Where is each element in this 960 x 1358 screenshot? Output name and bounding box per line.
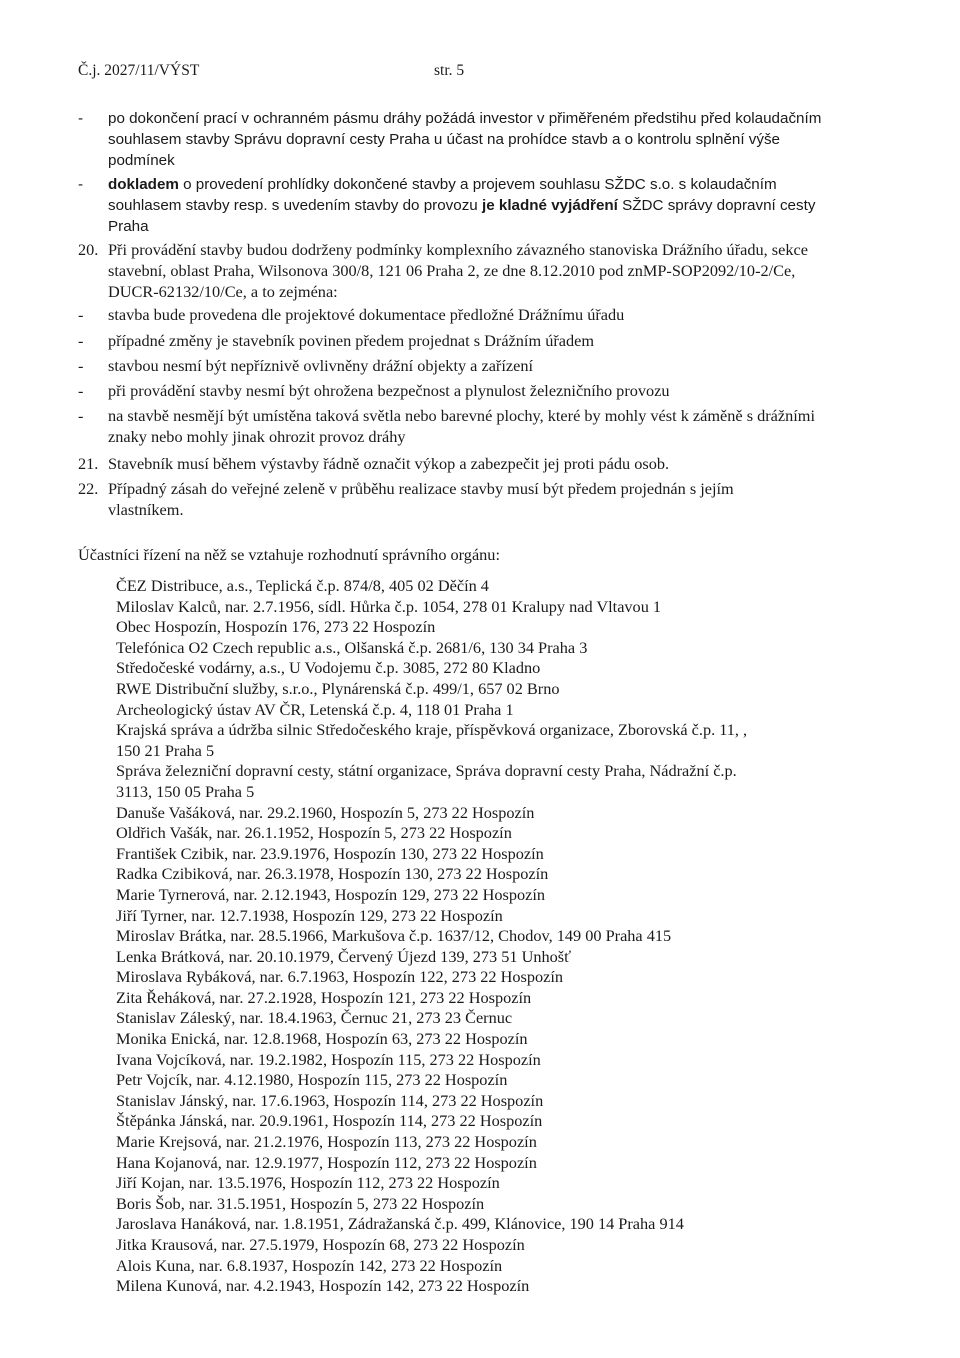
bullet-text	[108, 174, 838, 237]
list-item: Marie Tyrnerová, nar. 2.12.1943, Hospozín 129, 273 22 Hospozín	[116, 884, 546, 904]
bullet-text: při provádění stavby nesmí být ohrožena bezpečnost a plynulost železničního provozu	[108, 381, 670, 400]
bold-text: dokladem	[108, 176, 179, 193]
item-number: 22.	[78, 479, 99, 498]
bullet-text: případné změny je stavebník povinen předem projednat s Drážním úřadem	[108, 331, 595, 350]
bold-text: je kladné vyjádření	[481, 197, 618, 214]
list-item: František Czibik, nar. 23.9.1976, Hospozín 130, 273 22 Hospozín	[116, 843, 544, 863]
document-page: Č.j. 2027/11/VÝST str. 5 - po dokončení prací v ochranném pásmu dráhy požádá investor v přiměřeném předstihu před kolaudačním souhlasem stavby Správu dopravní cesty Praha u účast na prohídce stavb a o kontrolu splnění výše podmínek - dokladem o provedení prohlídky dokončené stavby a projevem souhlasu SŽDC s.o. s kolaudačním souhlasem stavby resp. s uvedením stavby do provozu je kladné vyjádření SŽDC správy dopravní cesty Praha 20. Při provádění stavby budou dodrženy podmínky komplexního závazného stanoviska Drážního úřadu, sekce stavební, oblast Praha, Wilsonova 300/8, 121 06 Praha 2, ze dne 8.12.2010 pod znMP-SOP2092/10-2/Ce, DUCR-62132/10/Ce, a to zejména: - stavba bude provedena dle projektové dokumentace předložné Drážnímu úřadu - případné změny je stavebník povinen předem projednat s Drážním úřadem - stavbou nesmí být nepříznivě ovlivněny drážní objekty a zařízení - při provádění stavby nesmí být ohrožena bezpečnost a plynulost železničního provozu - na stavbě nesmějí být umístěna taková světla nebo barevné plochy, které by mohly vést k záměně s drážními znaky nebo mohly jinak ohrozit provoz dráhy 21. Stavebník musí během výstavby řádně označit výkop a zabezpečit jej proti pádu osob. 22. Případný zásah do veřejné zeleně v průběhu realizace stavby musí být předem projednán s jejím vlastníkem. Účastníci řízení na něž se vztahuje rozhodnutí správního orgánu: ČEZ Distribuce, a.s., Teplická č.p. 874/8, 405 02 Děčín 4 Miloslav Kalců, nar. 2.7.1956, sídl. Hůrka č.p. 1054, 278 01 Kralupy nad Vltavou 1 Obec Hospozín, Hospozín 176, 273 22 Hospozín Telefónica O2 Czech republic a.s., Olšanská č.p. 2681/6, 130 34 Praha 3 Středočeské vodárny, a.s., U Vodojemu č.p. 3085, 272 80 Kladno RWE Distribuční služby, s.r.o., Plynárenská č.p. 499/1, 657 02 Brno Archeologický ústav AV ČR, Letenská č.p. 4, 118 01 Praha 1 Krajská správa a údržba silnic Středočeského kraje, příspěvková organizace, Zborovská č.p. 11, , 150 21 Praha 5 Správa železniční dopravní cesty, státní organizace, Správa dopravní cesty Praha, Nádražní č.p. 3113, 150 05 Praha 5 Danuše Vašáková, nar. 29.2.1960, Hospozín 5, 273 22 Hospozín Oldřich Vašák, nar. 26.1.1952, Hospozín 5, 273 22 Hospozín František Czibik, nar. 23.9.1976, Hospozín 130, 273 22 Hospozín Radka Czibiková, nar. 26.3.1978, Hospozín 130, 273 22 Hospozín Marie Tyrnerová, nar. 2.12.1943, Hospozín 129, 273 22 Hospozín Jiří Tyrner, nar. 12.7.1938, Hospozín 129, 273 22 Hospozín Miroslav Brátka, nar. 28.5.1966, Markušova č.p. 1637/12, Chodov, 149 00 Praha 415 Lenka Brátková, nar. 20.10.1979, Červený Újezd 139, 273 51 Unhošť Miroslava Rybáková, nar. 6.7.1963, Hospozín 122, 273 22 Hospozín Zita Řeháková, nar. 27.2.1928, Hospozín 121, 273 22 Hospozín Stanislav Záleský, nar. 18.4.1963, Černuc 21, 273 23 Černuc Monika Enická, nar. 12.8.1968, Hospozín 63, 273 22 Hospozín Ivana Vojcíková, nar. 19.2.1982, Hospozín 115, 273 22 Hospozín Petr Vojcík, nar. 4.12.1980, Hospozín 115, 273 22 Hospozín Stanislav Jánský, nar. 17.6.1963, Hospozín 114, 273 22 Hospozín Štěpánka Jánská, nar. 20.9.1961, Hospozín 114, 273 22 Hospozín Marie Krejsová, nar. 21.2.1976, Hospozín 113, 273 22 Hospozín Hana Kojanová, nar. 12.9.1977, Hospozín 112, 273 22 Hospozín Jiří Kojan, nar. 13.5.1976, Hospozín 112, 273 22 Hospozín Boris Šob, nar. 31.5.1951, Hospozín 5, 273 22 Hospozín Jaroslava Hanáková, nar. 1.8.1951, Zádražanská č.p. 499, Klánovice, 190 14 Praha 914 Jitka Krausová, nar. 27.5.1979, Hospozín 68, 273 22 Hospozín Alois Kuna, nar. 6.8.1937, Hospozín 142, 273 22 Hospozín Milena Kunová, nar. 4.2.1943, Hospozín 142, 273 22 Hospozín	[0, 0, 960, 1358]
participants-heading: Účastníci řízení na něž se vztahuje rozhodnutí správního orgánu:	[78, 545, 500, 564]
list-item: Jiří Kojan, nar. 13.5.1976, Hospozín 112, 273 22 Hospozín	[116, 1173, 500, 1193]
list-item: Alois Kuna, nar. 6.8.1937, Hospozín 142, 273 22 Hospozín	[116, 1255, 503, 1275]
list-item: Jaroslava Hanáková, nar. 1.8.1951, Zádražanská č.p. 499, Klánovice, 190 14 Praha 914	[116, 1214, 684, 1234]
bullet-marker: -	[78, 110, 84, 127]
list-item: Archeologický ústav AV ČR, Letenská č.p. 4, 118 01 Praha 1	[116, 699, 514, 719]
bullet-text: stavbou nesmí být nepříznivě ovlivněny drážní objekty a zařízení	[108, 356, 533, 375]
list-item: Jitka Krausová, nar. 27.5.1979, Hospozín 68, 273 22 Hospozín	[116, 1235, 525, 1254]
list-item: Telefónica O2 Czech republic a.s., Olšanská č.p. 2681/6, 130 34 Praha 3	[116, 637, 588, 657]
top-bullet	[0, 174, 960, 238]
plain-text: o provedení prohlídky dokončené stavby a projevem souhlasu SŽDC s.o. s kolaudačním souhlasem stavby resp. s uvedením stavby do provozu	[108, 176, 777, 214]
item-number: 21.	[78, 454, 99, 473]
list-item: Oldřich Vašák, nar. 26.1.1952, Hospozín 5, 273 22 Hospozín	[116, 823, 512, 843]
item-text: Při provádění stavby budou dodrženy podmínky komplexního závazného stanoviska Drážního úřadu, sekce stavební, oblast Praha, Wilsonova 300/8, 121 06 Praha 2, ze dne 8.12.2010 pod znMP-SOP2092/10-2/Ce, DUCR-62132/10/Ce, a to zejména:	[108, 240, 808, 301]
page-number: str. 5	[434, 62, 465, 79]
list-item: Jiří Tyrner, nar. 12.7.1938, Hospozín 129, 273 22 Hospozín	[116, 905, 503, 925]
participants-list	[116, 576, 836, 1297]
plain-text: SŽDC správy dopravní cesty Praha	[108, 197, 816, 235]
list-item: Petr Vojcík, nar. 4.12.1980, Hospozín 115, 273 22 Hospozín	[116, 1070, 508, 1090]
list-item: Marie Krejsová, nar. 21.2.1976, Hospozín 113, 273 22 Hospozín	[116, 1132, 537, 1152]
reference-number: Č.j. 2027/11/VÝST	[78, 62, 200, 79]
item-number: 20.	[78, 240, 99, 259]
list-item: Miroslav Brátka, nar. 28.5.1966, Markušova č.p. 1637/12, Chodov, 149 00 Praha 415	[116, 926, 672, 946]
list-item: Boris Šob, nar. 31.5.1951, Hospozín 5, 273 22 Hospozín	[116, 1193, 485, 1213]
list-item: ČEZ Distribuce, a.s., Teplická č.p. 874/8, 405 02 Děčín 4	[116, 576, 489, 595]
bullet-marker: -	[78, 176, 84, 193]
list-item: Radka Czibiková, nar. 26.3.1978, Hospozín 130, 273 22 Hospozín	[116, 864, 549, 884]
list-item: Správa železniční dopravní cesty, státní organizace, Správa dopravní cesty Praha, Nádražní č.p. 3113, 150 05 Praha 5	[116, 761, 737, 801]
item-text: Případný zásah do veřejné zeleně v průběhu realizace stavby musí být předem projednán s jejím vlastníkem.	[108, 479, 734, 519]
numbered-item-20	[0, 239, 960, 303]
list-item: Zita Řeháková, nar. 27.2.1928, Hospozín 121, 273 22 Hospozín	[116, 987, 532, 1007]
list-item: Stanislav Jánský, nar. 17.6.1963, Hospozín 114, 273 22 Hospozín	[116, 1090, 544, 1110]
list-item: Miloslav Kalců, nar. 2.7.1956, sídl. Hůrka č.p. 1054, 278 01 Kralupy nad Vltavou 1	[116, 596, 662, 616]
list-item: Milena Kunová, nar. 4.2.1943, Hospozín 142, 273 22 Hospozín	[116, 1276, 530, 1296]
list-item: RWE Distribuční služby, s.r.o., Plynárenská č.p. 499/1, 657 02 Brno	[116, 678, 560, 698]
list-item: Lenka Brátková, nar. 20.10.1979, Červený Újezd 139, 273 51 Unhošť	[116, 946, 572, 966]
list-item: Monika Enická, nar. 12.8.1968, Hospozín 63, 273 22 Hospozín	[116, 1029, 528, 1049]
list-item: Středočeské vodárny, a.s., U Vodojemu č.p. 3085, 272 80 Kladno	[116, 658, 541, 678]
item-text: Stavebník musí během výstavby řádně označit výkop a zabezpečit jej proti pádu osob.	[108, 454, 670, 473]
top-bullet	[0, 108, 960, 174]
list-item: Danuše Vašáková, nar. 29.2.1960, Hospozín 5, 273 22 Hospozín	[116, 802, 535, 822]
bullet-text: na stavbě nesmějí být umístěna taková světla nebo barevné plochy, které by mohly vést k záměně s drážními znaky nebo mohly jinak ohrozit provoz dráhy	[108, 406, 815, 446]
bullet-text: stavba bude provedena dle projektové dokumentace předložné Drážnímu úřadu	[108, 305, 625, 324]
list-item: Stanislav Záleský, nar. 18.4.1963, Černuc 21, 273 23 Černuc	[116, 1008, 513, 1028]
list-item: Obec Hospozín, Hospozín 176, 273 22 Hospozín	[116, 617, 436, 637]
list-item: Štěpánka Jánská, nar. 20.9.1961, Hospozín 114, 273 22 Hospozín	[116, 1111, 543, 1131]
list-item: Krajská správa a údržba silnic Středočeského kraje, příspěvková organizace, Zborovská č.p. 11, , 150 21 Praha 5	[116, 720, 748, 760]
list-item: Miroslava Rybáková, nar. 6.7.1963, Hospozín 122, 273 22 Hospozín	[116, 967, 564, 987]
list-item: Hana Kojanová, nar. 12.9.1977, Hospozín 112, 273 22 Hospozín	[116, 1152, 537, 1172]
bullet-text: po dokončení prací v ochranném pásmu dráhy požádá investor v přiměřeném předstihu před kolaudačním souhlasem stavby Správu dopravní cesty Praha u účast na prohídce stavb a o kontrolu splnění výše podmínek	[108, 110, 822, 169]
list-item: Ivana Vojcíková, nar. 19.2.1982, Hospozín 115, 273 22 Hospozín	[116, 1049, 541, 1069]
